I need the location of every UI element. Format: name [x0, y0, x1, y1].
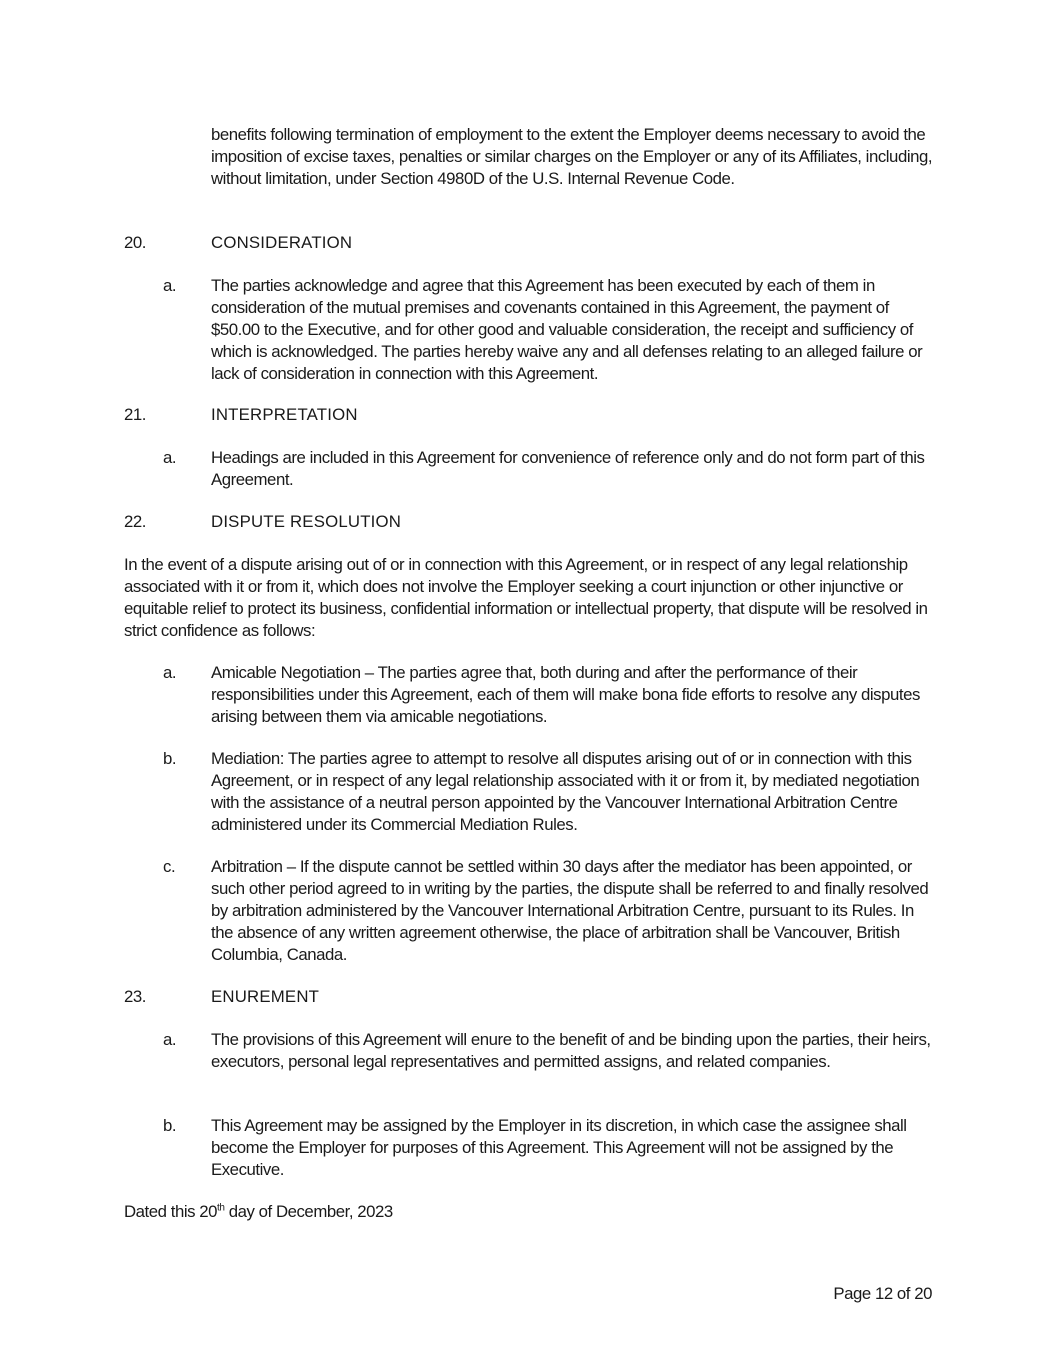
item-letter: b.	[163, 749, 177, 768]
section-number: 22.	[124, 512, 146, 531]
section-number: 20.	[124, 233, 146, 252]
dated-suffix: th	[217, 1202, 225, 1214]
section-title: CONSIDERATION	[211, 233, 353, 252]
dated-rest: day of December, 2023	[224, 1202, 393, 1221]
page-number: Page 12 of 20	[833, 1284, 932, 1303]
continuation-paragraph: benefits following termination of employment to the extent the Employer deems necessary to avoid the imposition of excise taxes, penalties or similar charges on the Employer or any of its Affiliates, including, without limitation, under Section 4980D of the U.S. Internal Revenue Code.	[211, 125, 933, 188]
item-letter: a.	[163, 276, 177, 295]
section-23-item-a: The provisions of this Agreement will enure to the benefit of and be binding upon the parties, their heirs, executors, personal legal representatives and permitted assigns, and related companies.	[211, 1030, 931, 1071]
section-title: ENUREMENT	[211, 987, 320, 1006]
section-number: 23.	[124, 987, 146, 1006]
item-letter: a.	[163, 448, 177, 467]
item-letter: b.	[163, 1116, 177, 1135]
item-letter: c.	[163, 857, 176, 876]
section-title: INTERPRETATION	[211, 405, 358, 424]
dated-prefix: Dated this 20	[124, 1202, 218, 1221]
section-23-item-b: This Agreement may be assigned by the Employer in its discretion, in which case the assignee shall become the Employer for purposes of this Agreement. This Agreement will not be assigned by the Executive.	[211, 1116, 907, 1179]
section-title: DISPUTE RESOLUTION	[211, 512, 402, 531]
section-22-item-c: Arbitration – If the dispute cannot be settled within 30 days after the mediator has been appointed, or such other period agreed to in writing by the parties, the dispute shall be referred to and finally resolved by arbitration administered by the Vancouver International Arbitration Centre, pursuant to its Rules. In the absence of any written agreement otherwise, the place of arbitration shall be Vancouver, British Columbia, Canada.	[211, 857, 929, 964]
section-20-item-a: The parties acknowledge and agree that this Agreement has been executed by each of them in consideration of the mutual premises and covenants contained in this Agreement, the payment of $50.00 to the Executive, and for other good and valuable consideration, the receipt and sufficiency of which is acknowledged. The parties hereby waive any and all defenses relating to an alleged failure or lack of consideration in connection with this Agreement.	[211, 276, 923, 383]
section-22-item-a: Amicable Negotiation – The parties agree that, both during and after the performance of their responsibilities under this Agreement, each of them will make bona fide efforts to resolve any disputes arising between them via amicable negotiations.	[211, 663, 920, 726]
section-22-item-b: Mediation: The parties agree to attempt to resolve all disputes arising out of or in connection with this Agreement, or in respect of any legal relationship associated with it or from it, by mediated negotiation with the assistance of a neutral person appointed by the Vancouver International Arbitration Centre administered under its Commercial Mediation Rules.	[211, 749, 920, 834]
section-21-item-a: Headings are included in this Agreement for convenience of reference only and do not form part of this Agreement.	[211, 448, 925, 489]
dated-line	[124, 1201, 934, 1223]
item-letter: a.	[163, 1030, 177, 1049]
section-number: 21.	[124, 405, 146, 424]
item-letter: a.	[163, 663, 177, 682]
section-22-intro: In the event of a dispute arising out of or in connection with this Agreement, or in respect of any legal relationship associated with it or from it, which does not involve the Employer seeking a court injunction or other injunctive or equitable relief to protect its business, confidential information or intellectual property, that dispute will be resolved in strict confidence as follows:	[124, 555, 928, 640]
